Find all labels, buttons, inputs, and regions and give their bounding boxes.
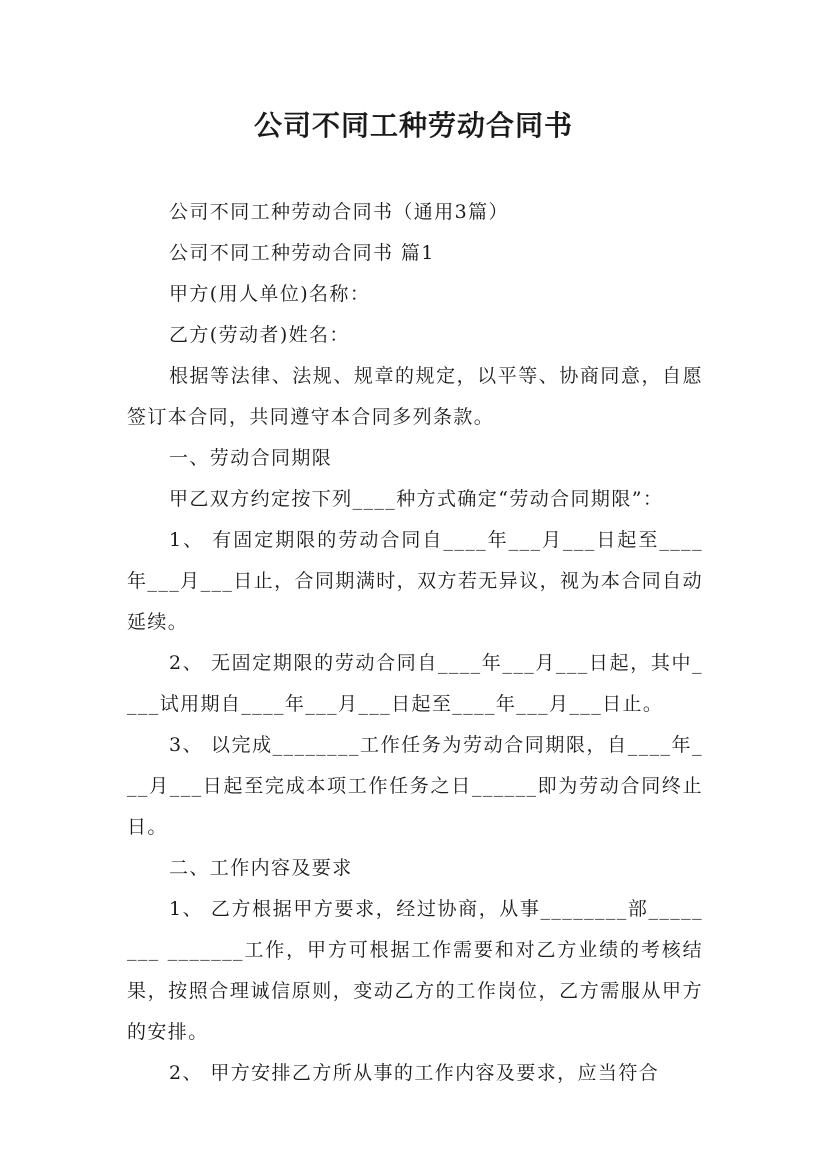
paragraph-preamble: 根据等法律、法规、规章的规定，以平等、协商同意，自愿签订本合同，共同遵守本合同多列条款。: [127, 365, 703, 428]
paragraph-party-b: 乙方(劳动者)姓名：: [169, 324, 350, 346]
paragraph-term-open: 2、 无固定期限的劳动合同自____年___月___日起，其中____试用期自____年___月___日起至____年___月___日止。: [127, 652, 703, 715]
paragraph-term-fixed: 1、 有固定期限的劳动合同自____年___月___日起至____年___月___日止，合同期满时，双方若无异议，视为本合同自动延续。: [127, 529, 703, 633]
paragraph-work-assignment: 1、 乙方根据甲方要求，经过协商，从事________部________ _______工作，甲方可根据工作需要和对乙方业绩的考核结果，按照合理诚信原则，变动乙方的工作岗位，乙方需服从甲方的安排。: [127, 898, 703, 1043]
document-body: [127, 192, 703, 1094]
document-title: 公司不同工种劳动合同书: [253, 109, 573, 142]
paragraph-party-a: 甲方(用人单位)名称：: [169, 283, 371, 305]
paragraph-section-heading: 公司不同工种劳动合同书 篇1: [169, 242, 435, 264]
paragraph-heading-work: 二、工作内容及要求: [169, 857, 353, 879]
paragraph-heading-term: 一、劳动合同期限: [169, 447, 333, 469]
paragraph-term-method: 甲乙双方约定按下列____种方式确定“劳动合同期限”：: [169, 488, 664, 510]
paragraph-term-task: 3、 以完成________工作任务为劳动合同期限，自____年___月___日起至完成本项工作任务之日______即为劳动合同终止日。: [127, 734, 703, 838]
paragraph-subtitle: 公司不同工种劳动合同书（通用3篇）: [169, 201, 509, 223]
paragraph-work-requirements: 2、 甲方安排乙方所从事的工作内容及要求，应当符合: [169, 1062, 660, 1084]
